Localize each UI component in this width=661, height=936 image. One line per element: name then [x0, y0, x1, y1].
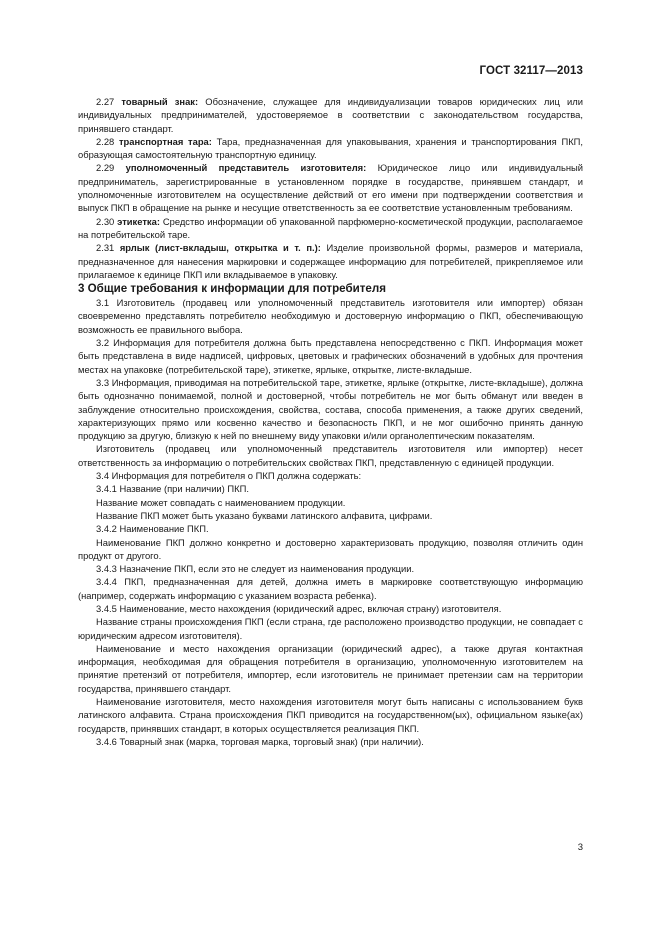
- paragraph: Наименование ПКП должно конкретно и достоверно характеризовать продукцию, позволяя отличить один продукт от другого.: [78, 536, 583, 561]
- definition-2-27: [78, 95, 583, 135]
- paragraph: Название ПКП может быть указано буквами латинского алфавита, цифрами.: [96, 509, 433, 521]
- standard-header: ГОСТ 32117—2013: [479, 65, 583, 77]
- definition-number: 2.30: [96, 215, 115, 227]
- paragraph: 3.2 Информация для потребителя должна быть представлена непосредственно с ПКП. Информация может быть представлена в виде надписей, цифровых, цветовых и графических обозначений в удобных для прочтения местах на упаковке (потребительской таре), этикетке, ярлыке, открытке, листе-вкладыше.: [78, 337, 583, 375]
- definition-text: Юридическое лицо или индивидуальный предприниматель, зарегистрированные в установленном порядке в государстве, принявшем стандарт, и уполномоченные изготовителем на осуществление действий от его имени при подтверждении соответствия и выпуск ПКП в обращение на рынке и несущие ответственность за ее соответствие установленным требованиям.: [78, 162, 583, 214]
- paragraph: 3.4.2 Наименование ПКП.: [96, 523, 209, 535]
- definition-text: Тара, предназначенная для упаковывания, хранения и транспортирования ПКП, образующая самостоятельную транспортную единицу.: [78, 135, 583, 161]
- definition-text: Обозначение, служащее для индивидуализации товаров юридических лиц или индивидуальных предпринимателей, удостоверяемое в соответствии с законодательством государства, принявшего стандарт.: [78, 96, 583, 134]
- definition-2-30: [78, 215, 583, 242]
- definition-term: ярлык (лист-вкладыш, открытка и т. п.):: [119, 242, 321, 254]
- paragraph: Изготовитель (продавец или уполномоченный представитель изготовителя или импортер) несет ответственность за информацию о потребительских свойствах ПКП, представленную с единицей продукции.: [78, 443, 583, 468]
- definition-term: этикетка:: [117, 215, 160, 227]
- definition-2-31: [78, 241, 583, 281]
- paragraph: Наименование и место нахождения организации (юридический адрес), а также другая контактная информация, необходимая для обращения потребителя в организацию, уполномоченную изготовителем на принятие претензий от потребителя, импортер, если изготовитель не принимает претензии сам на территории государства, принявшего стандарт.: [78, 642, 583, 694]
- paragraph: Наименование изготовителя, место нахождения изготовителя могут быть написаны с использованием букв латинского алфавита. Страна происхождения ПКП приводится на государственном(ых), официальном языке(ах) государств, принявших стандарт, в которых осуществляется реализация ПКП.: [78, 696, 583, 734]
- definition-number: 2.31: [96, 242, 115, 254]
- paragraph: Название страны происхождения ПКП (если страна, где расположено производство продукции, не совпадает с юридическим адресом изготовителя).: [78, 616, 583, 641]
- paragraph: Название может совпадать с наименованием продукции.: [96, 496, 346, 508]
- paragraph: 3.1 Изготовитель (продавец или уполномоченный представитель изготовителя или импортер) обязан своевременно представлять потребителю необходимую и достоверную информацию о ПКП, обеспечивающую возможность ее правильного выбора.: [78, 297, 583, 335]
- definition-term: транспортная тара:: [118, 135, 212, 147]
- definition-number: 2.28: [96, 135, 115, 147]
- paragraph: 3.3 Информация, приводимая на потребительской таре, этикетке, ярлыке (открытке, листе-вкладыше), должна быть однозначно понимаемой, полной и достоверной, чтобы потребитель не мог быть обманут или введен в заблуждение относительно происхождения, свойства, состава, способа применения, а также других сведений, характеризующих прямо или косвенно качество и безопасность ПКП, и не мог ошибочно принять данную продукцию за другую, близкую к ней по внешнему виду упаковки и/или органолептическим показателям.: [78, 376, 583, 442]
- paragraph: 3.4.1 Название (при наличии) ПКП.: [96, 483, 249, 495]
- definition-term: уполномоченный представитель изготовителя:: [125, 162, 367, 174]
- paragraph: 3.4.6 Товарный знак (марка, торговая марка, торговый знак) (при наличии).: [96, 735, 424, 747]
- definition-number: 2.29: [96, 162, 115, 174]
- definition-term: товарный знак:: [121, 96, 199, 107]
- definition-number: 2.27: [96, 96, 115, 107]
- section-heading: 3 Общие требования к информации для потребителя: [78, 282, 386, 296]
- definition-text: Средство информации об упакованной парфюмерно-косметической продукции, располагаемое на потребительской таре.: [78, 215, 583, 240]
- paragraph: 3.4 Информация для потребителя о ПКП должна содержать:: [96, 470, 362, 482]
- definition-2-28: [78, 135, 583, 162]
- document-body: [78, 95, 583, 748]
- paragraph: 3.4.5 Наименование, место нахождения (юридический адрес, включая страну) изготовителя.: [96, 602, 502, 614]
- paragraph: 3.4.4 ПКП, предназначенная для детей, должна иметь в маркировке соответствующую информацию (например, содержать информацию с указанием возраста ребенка).: [78, 576, 583, 601]
- definition-text: Изделие произвольной формы, размеров и материала, предназначенное для нанесения маркировки и содержащее информацию для потребителей, прикрепляемое или прилагаемое к единице ПКП или вкладываемое в упаковку.: [78, 242, 583, 280]
- definition-2-29: [78, 161, 583, 214]
- paragraph: 3.4.3 Назначение ПКП, если это не следует из наименования продукции.: [96, 563, 415, 575]
- page-number: 3: [577, 842, 583, 853]
